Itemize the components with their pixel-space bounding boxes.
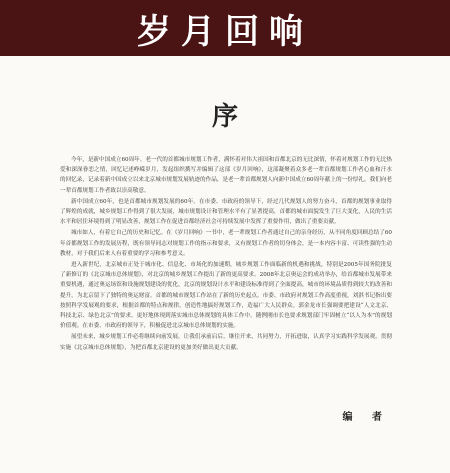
paragraph: 进入新世纪，北京城市正处于城市化、信息化、市场化的加速期，城乡规划工作面临新的机遇和挑战，特别是2005年国务院批复了新修订的《北京城市总体规划》，对北京的城乡规划工作提出了新的更高要求。2008年北京奥运会的成功举办，给首都城市发展带来重要机遇，通过奥运场馆和设施规划建设的优化，北京的规划设计水平和建设标准得到了全面提高，城市的环境品质得到较大的改善和提升。为北京留下了独特的奥运财富。首都的城市规划工作站在了新的历史起点。市委、市政府对规划工作高度重视，刘淇书记指出要按照科学发展观的要求，根据首都的特点和规律，创造性地搞好规划工作，造福广大人民群众。郭金龙市长强调要把建设“人文北京、科技北京、绿色北京”的要求，更好地体现到落实城市总体规划的具体工作中。随例刚市长也要求规划部门牢固树立“以人为本”的规划价值观。在市委、市政府的领导下，积极促进北京城市总体规划的实施。 bbox=[60, 262, 392, 330]
paragraph: 今年，是新中国成立60周年。老一代的首都城市规划工作者，满怀着对伟大祖国和首都北京的无比深情，怀着对规划工作的无比热爱和深深眷恋之情，回忆记述峥嵘岁月，发起组织撰写并编辑了这部《岁月回响》，这部凝聚着众多老一辈首都规划工作者心血和汗水的回忆录，记录着新中国成立以来北京城市规划发展轨迹的作品，是老一辈首都规划人向新中国成立60周年献上的一份厚礼。我们向老一辈首都规划工作者致以崇高敬意。 bbox=[60, 157, 392, 194]
paragraph: 新中国成立60年，也是首都城市规划发展的60年。在市委、市政府的领导下，经过几代规划人的努力奋斗，首都的规划事业取得了辉煌的成就，城乡规划工作得到了很大发展，城市规划设计和管理水平有了显著提高，首都的城市面貌发生了巨大变化，人民的生活水平和居住环境得到了明显改善，规划工作在促进首都经济社会可持续发展中发挥了重要作用，做出了重要贡献。 bbox=[60, 198, 392, 226]
signature: 编 者 bbox=[342, 412, 390, 423]
paragraph: 展望未来，城乡规划工作必将继续向前发展，让我们承前启后，继往开来，共同努力，开拓进取，认真学习实践科学发展观，贯彻实施《北京城市总体规划》，为把首都北京建设的更加美好做出更大贡献。 bbox=[60, 334, 392, 351]
preface-body bbox=[60, 155, 392, 353]
banner-title: 岁月回响 bbox=[137, 11, 313, 52]
header-banner bbox=[0, 0, 450, 56]
preface-title: 序 bbox=[211, 102, 238, 132]
paragraph: 城市如人，有着它自己的历史和记忆。在《岁月回响》一书中，老一辈规划工作者通过自己的亲身经历，从不同角度回顾总结了60年首都规划工作的发展历程，既有领导同志对规划工作的指示和要求，又有规划工作者的切身体会，是一本内容丰富、可读性强的生动教材，对于我们后来人有着重要的学习和参考意义。 bbox=[60, 230, 392, 257]
